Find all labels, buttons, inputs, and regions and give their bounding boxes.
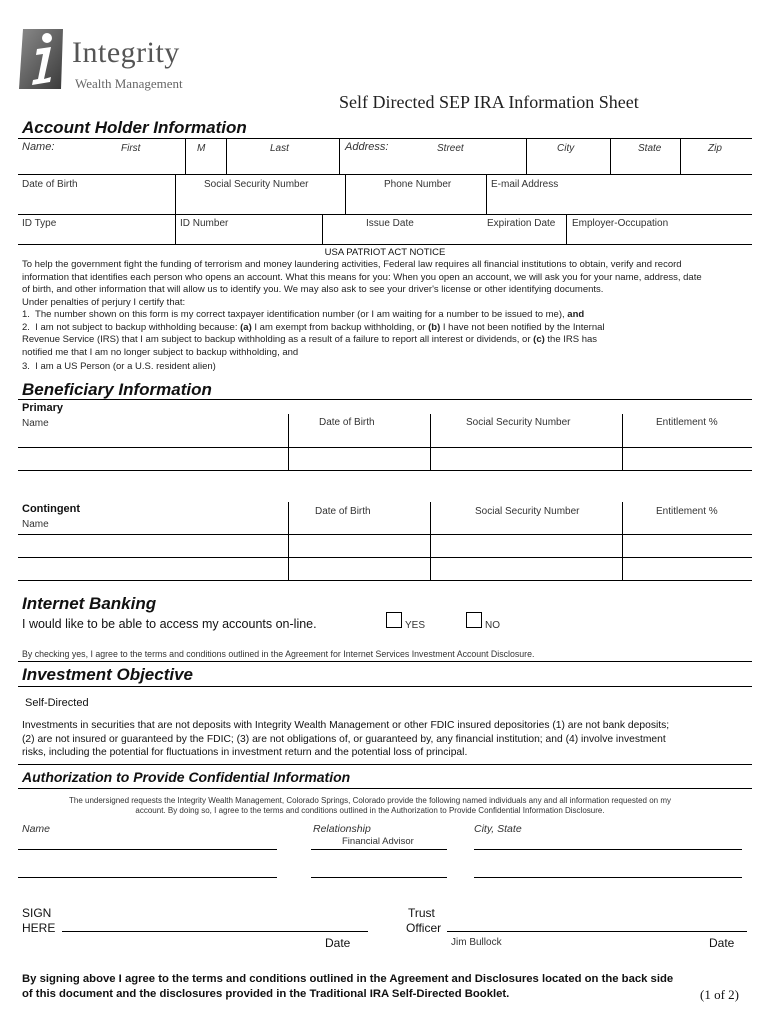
internet-banking-heading: Internet Banking (22, 594, 157, 613)
contingent-label: Contingent (22, 503, 81, 515)
account-holder-signature-line[interactable] (62, 931, 368, 932)
primary-entitlement-label: Entitlement % (656, 417, 718, 428)
patriot-act-notice: To help the government fight the funding of terrorism and money laundering activities, Federal law requires all financial institutions to obtain, verify and record information that identifies each person who opens an account. What this means for you: When you open an account, we will ask you for your name, address, date of birth, and other information that will allow us to identify you. We may also ask to see your driver's license or other identifying documents. Under penalties of perjury I certify that: 1. The number shown on this form is my correct taxpayer identification number (or I am waiting for a number to be issued to me), and 2. I am not subject to backup withholding because: (a) I am exempt from backup withholding, or (b) I have not been notified by the Internal Revenue Service (IRS) that I am subject to backup withholding as a result of a failure to report all interest or dividends, or (c) the IRS has notified me that I am no longer subject to backup withholding, and 3. I am a US Person (or a U.S. resident alien) (22, 259, 702, 372)
investment-type: Self-Directed (25, 697, 89, 709)
footer-agreement: By signing above I agree to the terms and conditions outlined in the Agreement and Disclosures located on the back side of this document and the disclosures provided in the Traditional IRA Self-Directed Booklet. (22, 973, 674, 1000)
authorization-text: The undersigned requests the Integrity Wealth Management, Colorado Springs, Colorado provide the following named individuals any and all information requested on my account. By doing so, I agree to the terms and conditions outlined in the Authorization to Provide Confidential Information Disclosure. (69, 796, 671, 815)
id-type-label: ID Type (22, 218, 57, 229)
first-name-label: First (121, 143, 141, 154)
officer-label: Officer (406, 921, 442, 935)
last-name-label: Last (270, 143, 289, 154)
primary-label: Primary (22, 402, 63, 414)
beneficiary-heading: Beneficiary Information (22, 380, 212, 399)
zip-label: Zip (708, 143, 722, 154)
contingent-dob-label: Date of Birth (315, 506, 371, 517)
employer-occupation-label: Employer-Occupation (572, 218, 669, 229)
investment-disclosure: Investments in securities that are not deposits with Integrity Wealth Management or other FDIC insured depositories (1) are not bank deposits; (2) are not insured or guaranteed by the FDIC; (3) are not obligations of, or guaranteed by, any financial institution; and (4) involve investment risks, including the potential for fluctuations in investment return and the potential loss of principal. (22, 720, 670, 758)
officer-date-label: Date (709, 936, 735, 950)
sign-date-label: Date (325, 936, 351, 950)
trust-label: Trust (408, 906, 435, 920)
internet-agreement-text: By checking yes, I agree to the terms and conditions outlined in the Agreement for Internet Services Investment Account Disclosure. (22, 649, 535, 659)
online-access-statement: I would like to be able to access my accounts on-line. (22, 617, 317, 631)
auth-relationship-value: Financial Advisor (342, 836, 414, 847)
street-label: Street (437, 143, 464, 154)
brand-name: Integrity (72, 36, 180, 69)
page-number: (1 of 2) (700, 987, 739, 1002)
no-label: NO (485, 620, 500, 631)
yes-label: YES (405, 620, 426, 631)
address-label: Address: (345, 141, 389, 153)
issue-date-label: Issue Date (366, 218, 414, 229)
contingent-name-label: Name (22, 519, 49, 530)
investment-objective-heading: Investment Objective (22, 665, 194, 684)
expiration-date-label: Expiration Date (487, 218, 556, 229)
no-checkbox[interactable] (466, 612, 482, 628)
email-label: E-mail Address (491, 179, 559, 190)
middle-initial-label: M (197, 143, 206, 154)
primary-ssn-label: Social Security Number (466, 417, 571, 428)
auth-relationship-label: Relationship (313, 823, 371, 835)
id-number-label: ID Number (180, 218, 229, 229)
primary-name-label: Name (22, 418, 49, 429)
dob-label: Date of Birth (22, 179, 78, 190)
phone-label: Phone Number (384, 179, 452, 190)
form-title: Self Directed SEP IRA Information Sheet (339, 92, 639, 112)
auth-name-label: Name (22, 823, 51, 835)
state-label: State (638, 143, 662, 154)
yes-checkbox[interactable] (386, 612, 402, 628)
officer-signature-line[interactable] (447, 931, 747, 932)
contingent-ssn-label: Social Security Number (475, 506, 580, 517)
account-holder-heading: Account Holder Information (22, 118, 247, 137)
logo-mark-icon (17, 27, 65, 91)
patriot-act-title: USA PATRIOT ACT NOTICE (324, 247, 446, 258)
here-label: HERE (22, 921, 56, 935)
name-label: Name: (22, 141, 55, 153)
ssn-label: Social Security Number (204, 179, 309, 190)
officer-name: Jim Bullock (451, 937, 502, 948)
contingent-entitlement-label: Entitlement % (656, 506, 718, 517)
auth-city-state-label: City, State (474, 823, 522, 835)
brand-tagline: Wealth Management (75, 76, 183, 91)
city-label: City (557, 143, 575, 154)
authorization-heading: Authorization to Provide Confidential Information (22, 769, 351, 785)
sign-label: SIGN (22, 906, 52, 920)
primary-dob-label: Date of Birth (319, 417, 375, 428)
